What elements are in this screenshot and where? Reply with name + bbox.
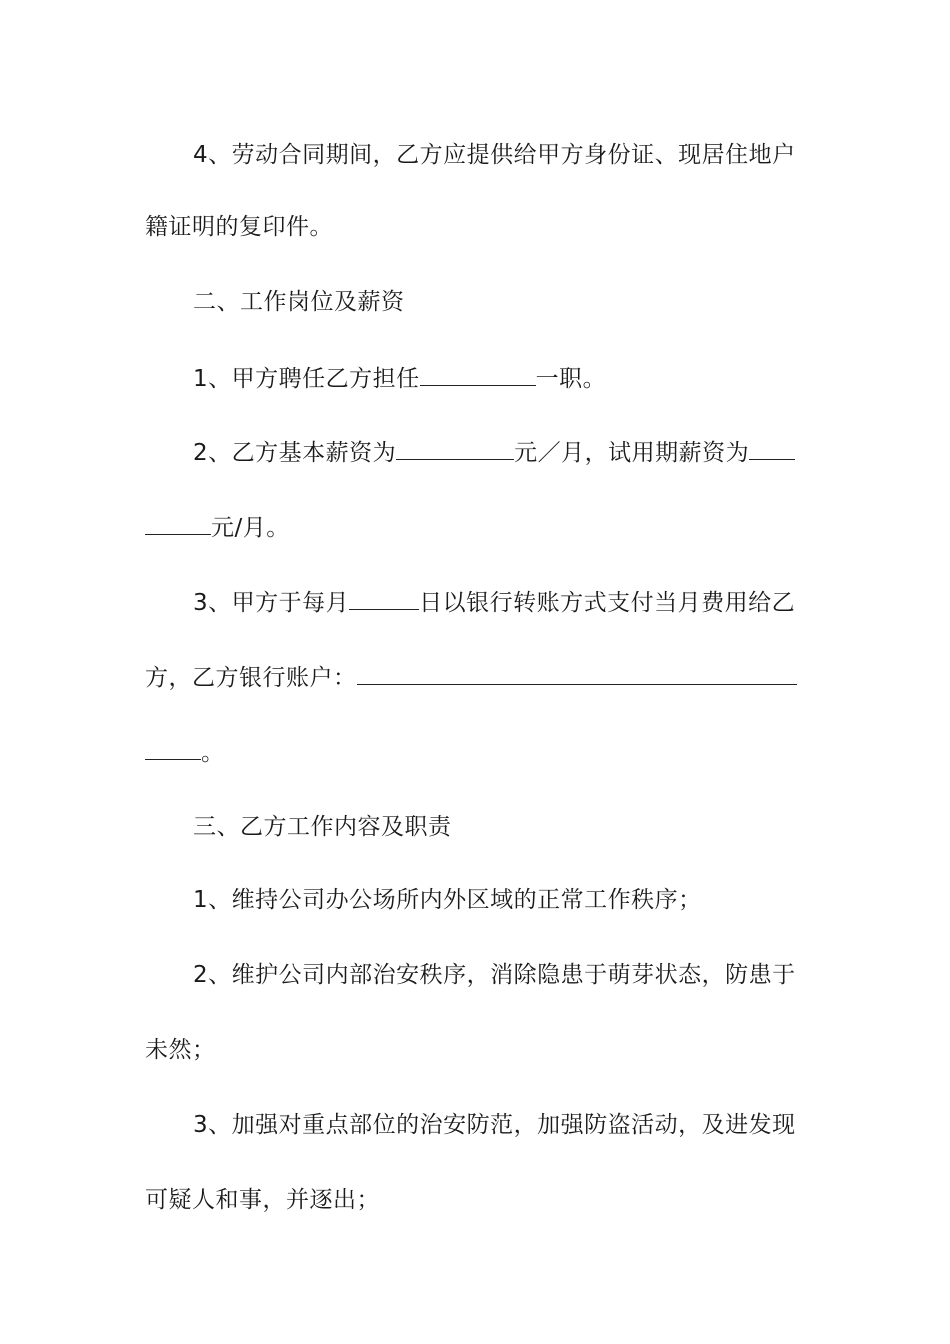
clause-text: 3、加强对重点部位的治安防范，加强防盗活动，及进发现 [193,1112,796,1138]
clause-2-3-line-1 [193,587,810,618]
paragraph-4-line-1 [193,140,810,170]
clause-text: 可疑人和事，并逐出； [145,1187,380,1213]
section-heading-2 [193,287,810,317]
probation-salary-blank-cont [145,512,211,535]
paragraph-text: 4、劳动合同期间，乙方应提供给甲方身份证、现居住地户 [193,142,796,168]
clause-text: 日以银行转账方式支付当月费用给乙 [419,590,796,616]
clause-2-3-line-2 [145,662,810,693]
bank-account-blank [357,662,797,685]
clause-text: 元／月，试用期薪资为 [514,440,750,466]
clause-3-2-line-2 [145,1035,810,1065]
paragraph-text: 籍证明的复印件。 [145,214,333,240]
clause-text: 2、乙方基本薪资为 [193,440,397,466]
clause-text: 元/月。 [211,515,290,541]
position-blank [420,363,536,386]
clause-3-3-line-2 [145,1185,810,1215]
payday-blank [349,587,419,610]
clause-text: 2、维护公司内部治安秩序，消除隐患于萌芽状态，防患于 [193,962,796,988]
section-title: 二、工作岗位及薪资 [193,289,405,315]
clause-3-3-line-1 [193,1110,810,1140]
clause-text: 。 [201,740,225,766]
paragraph-4-line-2 [145,212,810,242]
section-heading-3 [193,812,810,842]
clause-2-2-line-2 [145,512,810,543]
clause-3-1 [193,885,810,915]
clause-2-3-line-3 [145,737,810,768]
bank-account-blank-cont [145,737,201,760]
clause-text: 未然； [145,1037,216,1063]
probation-salary-blank [749,437,795,460]
clause-text: 3、甲方于每月 [193,590,350,616]
section-title: 三、乙方工作内容及职责 [193,814,452,840]
clause-text: 1、维持公司办公场所内外区域的正常工作秩序； [193,887,702,913]
clause-text: 方，乙方银行账户： [145,665,357,691]
clause-2-1 [193,363,810,394]
clause-text: 一职。 [535,366,607,392]
salary-blank [396,437,514,460]
clause-text: 1、甲方聘任乙方担任 [193,366,420,392]
clause-2-2-line-1 [193,437,810,468]
clause-3-2-line-1 [193,960,810,990]
